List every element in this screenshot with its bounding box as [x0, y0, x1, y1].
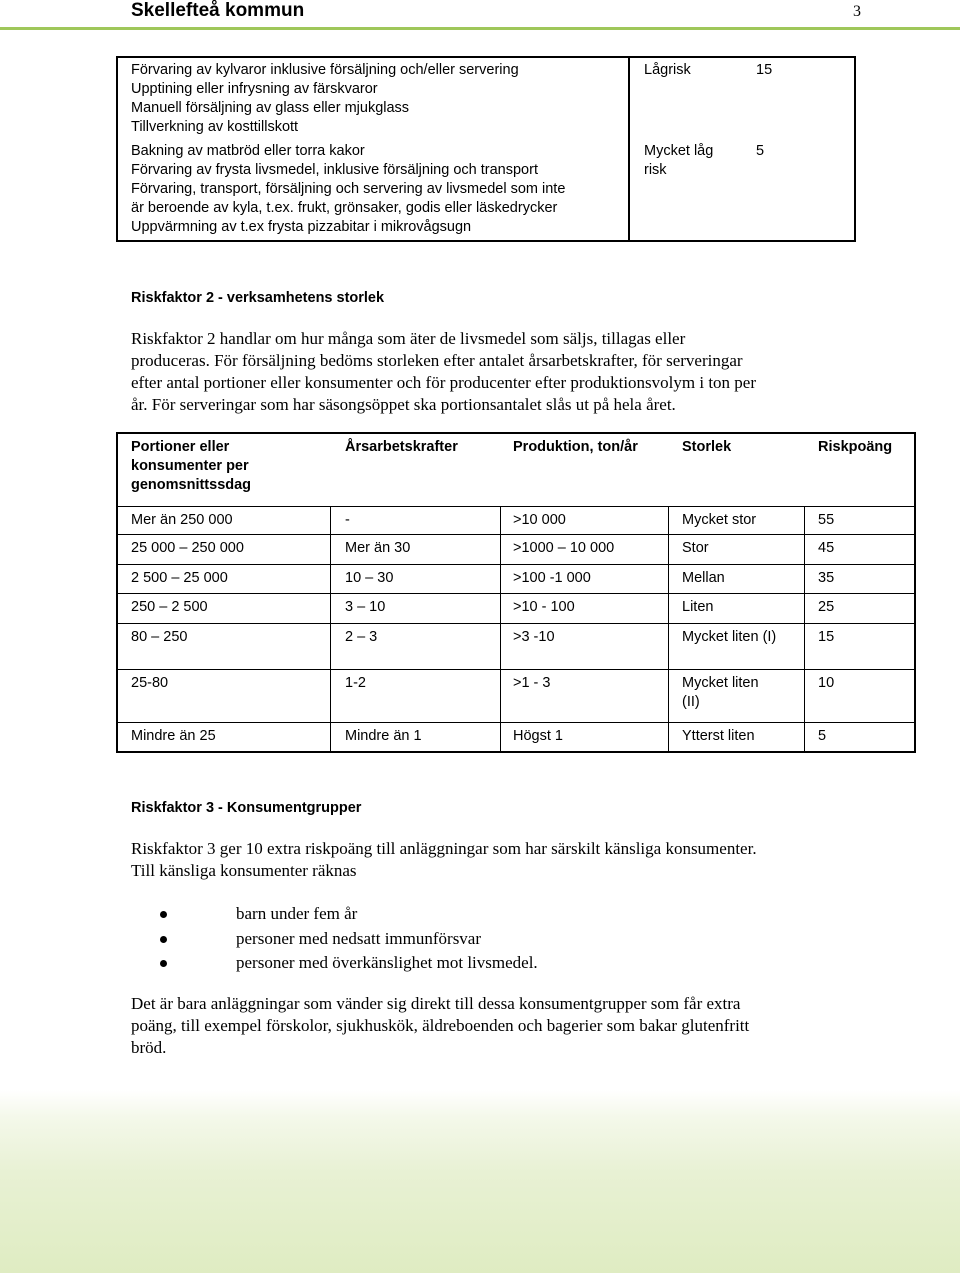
bullet-icon [160, 960, 167, 967]
column-header-text: Riskpoäng [818, 439, 893, 455]
risk-label-verylowrisk [644, 142, 713, 180]
table-cell [513, 727, 563, 746]
row-divider [118, 623, 914, 624]
table-cell-text: >10 - 100 [513, 599, 575, 615]
activity-list-lowrisk [131, 61, 519, 137]
column-header [131, 438, 251, 495]
table-cell [818, 569, 834, 588]
table-cell [818, 674, 834, 693]
table-cell-text: Högst 1 [513, 728, 563, 744]
riskfaktor2-paragraph [131, 328, 851, 416]
list-item-text: barn under fem år [236, 904, 358, 923]
table-cell-text: 1-2 [345, 675, 366, 691]
column-header [345, 438, 458, 457]
table-cell-text: Mellan [682, 570, 725, 586]
table-cell-text: Liten [682, 599, 714, 615]
footer-decoration [0, 1090, 960, 1273]
table-cell-text: >100 -1 000 [513, 570, 591, 586]
table-cell-text: 10 – 30 [345, 570, 394, 586]
risk-points-lowrisk [756, 61, 772, 80]
table-cell-text: >10 000 [513, 512, 566, 528]
riskfaktor3-closing [131, 993, 851, 1059]
table-cell [682, 727, 755, 746]
activity-text: Uppvärmning av t.ex frysta pizzabitar i mikrovågsugn [131, 219, 472, 235]
table-cell [682, 539, 709, 558]
page-number: 3 [853, 3, 861, 20]
table-cell [513, 628, 555, 647]
table-cell [345, 628, 377, 647]
table-cell [131, 727, 216, 746]
table-cell-text: 35 [818, 570, 835, 586]
table-cell [131, 674, 168, 693]
table-cell-text: Mindre än 25 [131, 728, 216, 744]
riskfaktor2-heading: Riskfaktor 2 - verksamhetens storlek [131, 290, 385, 306]
table-cell-text: >1 - 3 [513, 675, 551, 691]
table-cell-text: 15 [818, 629, 835, 645]
column-divider [668, 506, 669, 751]
table-cell [818, 628, 834, 647]
table-cell [682, 628, 776, 647]
table-cell [345, 539, 410, 558]
paragraph-line: Riskfaktor 3 ger 10 extra riskpoäng till anläggningar som har särskilt känsliga konsumenter. [131, 839, 757, 858]
paragraph-line: produceras. För försäljning bedöms storleken efter antalet årsarbetskrafter, för serveringar [131, 351, 743, 370]
risk-points-text: 15 [756, 62, 773, 78]
table-cell-text: 3 – 10 [345, 599, 386, 615]
table-cell-text: Mycket liten (I) [682, 629, 777, 645]
table-cell [513, 539, 614, 558]
paragraph-line: bröd. [131, 1038, 167, 1057]
table-cell-text: Ytterst liten [682, 728, 755, 744]
table-cell-text: >3 -10 [513, 629, 555, 645]
header-divider [0, 27, 960, 30]
activity-text: Förvaring av kylvaror inklusive försäljning och/eller servering [131, 62, 519, 78]
table-cell-text: 5 [818, 728, 827, 744]
activity-text: Förvaring, transport, försäljning och servering av livsmedel som inte [131, 181, 566, 197]
table-cell-text: 2 500 – 25 000 [131, 570, 228, 586]
risk-points-verylowrisk [756, 142, 764, 161]
table-cell [513, 674, 550, 693]
paragraph-line: poäng, till exempel förskolor, sjukhuskök, äldreboenden och bagerier som bakar glutenfritt [131, 1016, 750, 1035]
risk-category-table [116, 56, 856, 242]
column-divider [804, 506, 805, 751]
table-cell [345, 674, 366, 693]
column-header-text: Storlek [682, 439, 732, 455]
table-cell-text: Mer än 30 [345, 540, 411, 556]
paragraph-line: Det är bara anläggningar som vänder sig direkt till dessa konsumentgrupper som får extra [131, 994, 741, 1013]
table-cell [682, 569, 725, 588]
column-divider [500, 506, 501, 751]
activity-text: är beroende av kyla, t.ex. frukt, grönsaker, godis eller läskedrycker [131, 200, 558, 216]
table-cell-text: 25-80 [131, 675, 169, 691]
table-cell-text: 2 – 3 [345, 629, 378, 645]
row-divider [118, 564, 914, 565]
riskfaktor3-intro [131, 838, 851, 882]
table-cell-text: Mindre än 1 [345, 728, 422, 744]
table-cell [682, 598, 713, 617]
page-header-title: Skellefteå kommun [131, 0, 305, 21]
table-cell [818, 511, 834, 530]
table-cell [818, 727, 826, 746]
bullet-icon [160, 911, 167, 918]
table-cell-text: Mer än 250 000 [131, 512, 233, 528]
activity-text: Förvaring av frysta livsmedel, inklusive försäljning och transport [131, 162, 538, 178]
activity-text: Tillverkning av kosttillskott [131, 119, 299, 135]
activity-list-verylowrisk [131, 142, 565, 237]
table-cell-text: Mycket liten [682, 675, 759, 691]
table-cell [131, 628, 187, 647]
table-cell-text: 25 000 – 250 000 [131, 540, 244, 556]
risk-label-lowrisk [644, 61, 691, 80]
table-cell-text: 55 [818, 512, 835, 528]
activity-text: Bakning av matbröd eller torra kakor [131, 143, 365, 159]
table-divider [628, 58, 630, 240]
table-cell [818, 598, 834, 617]
risk-label-text: Mycket låg [644, 143, 714, 159]
activity-text: Upptining eller infrysning av färskvaror [131, 81, 378, 97]
table-cell-text: Stor [682, 540, 709, 556]
column-divider [330, 506, 331, 751]
table-cell [131, 511, 233, 530]
column-header-text: Produktion, ton/år [513, 439, 638, 455]
column-header [818, 438, 892, 457]
table-cell-text: (II) [682, 694, 700, 710]
row-divider [118, 669, 914, 670]
table-cell [345, 598, 385, 617]
column-header [513, 438, 638, 457]
activity-text: Manuell försäljning av glass eller mjukglass [131, 100, 410, 116]
column-header [682, 438, 731, 457]
column-header-text: konsumenter per [131, 458, 249, 474]
table-cell [131, 539, 244, 558]
table-cell-text: 10 [818, 675, 835, 691]
column-header-text: Portioner eller [131, 439, 230, 455]
riskfaktor3-heading: Riskfaktor 3 - Konsumentgrupper [131, 800, 362, 816]
list-item-text: personer med överkänslighet mot livsmedel. [236, 953, 538, 972]
table-cell-text: - [345, 512, 350, 528]
table-cell [682, 511, 756, 530]
table-cell-text: 25 [818, 599, 835, 615]
table-cell [131, 598, 208, 617]
risk-points-text: 5 [756, 143, 765, 159]
table-cell [513, 569, 591, 588]
table-cell-text: 80 – 250 [131, 629, 188, 645]
row-divider [118, 506, 914, 507]
table-cell [345, 569, 393, 588]
table-cell [131, 569, 228, 588]
paragraph-line: Riskfaktor 2 handlar om hur många som äter de livsmedel som säljs, tillagas eller [131, 329, 686, 348]
list-item-text: personer med nedsatt immunförsvar [236, 928, 482, 948]
table-cell [818, 539, 834, 558]
size-table [116, 432, 916, 753]
row-divider [118, 722, 914, 723]
table-cell [682, 674, 759, 712]
paragraph-line: efter antal portioner eller konsumenter och för producenter efter produktionsvolym i ton per [131, 373, 757, 392]
bullet-icon [160, 936, 167, 943]
row-divider [118, 534, 914, 535]
table-cell-text: 250 – 2 500 [131, 599, 208, 615]
paragraph-line: år. För serveringar som har säsongsöppet ska portionsantalet slås ut på hela året. [131, 395, 676, 414]
risk-label-text: risk [644, 162, 667, 178]
row-divider [118, 593, 914, 594]
table-cell [345, 511, 350, 530]
table-cell [345, 727, 422, 746]
table-cell-text: Mycket stor [682, 512, 757, 528]
table-cell-text: 45 [818, 540, 835, 556]
column-header-text: Årsarbetskrafter [345, 439, 458, 455]
table-cell-text: >1000 – 10 000 [513, 540, 615, 556]
table-cell [513, 598, 575, 617]
risk-label-text: Lågrisk [644, 62, 691, 78]
table-cell [513, 511, 566, 530]
column-header-text: genomsnittssdag [131, 477, 252, 493]
paragraph-line: Till känsliga konsumenter räknas [131, 861, 357, 880]
